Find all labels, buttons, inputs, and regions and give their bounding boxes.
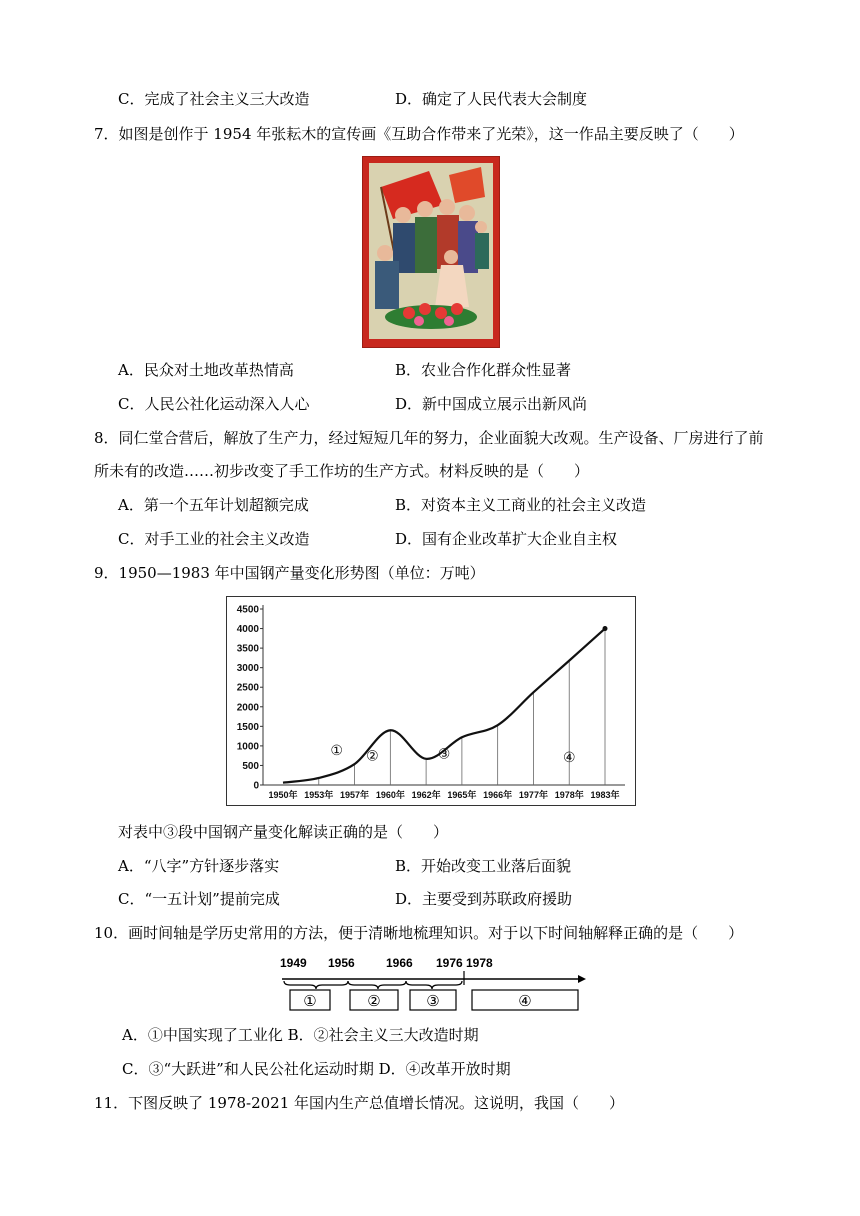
x-tick-label: 1983年 (590, 790, 620, 800)
timeline-segment-label: ④ (518, 992, 532, 1010)
y-tick-label: 3500 (236, 643, 259, 655)
timeline-year: 1978 (466, 956, 493, 970)
timeline-segment-label: ② (367, 992, 381, 1010)
q10-stem: 10．画时间轴是学历史常用的方法，便于清晰地梳理知识。对于以下时间轴解释正确的是（ ） (94, 924, 744, 942)
q9-stem: 9．1950—1983 年中国钢产量变化形势图（单位：万吨） (94, 564, 485, 582)
data-point-end (603, 626, 608, 631)
segment-label: ③ (437, 746, 451, 763)
q9-option-b: B．开始改变工业落后面貌 (395, 857, 572, 875)
x-tick-label: 1960年 (375, 790, 405, 800)
steel-output-chart (226, 596, 636, 806)
y-tick-label: 500 (242, 760, 259, 772)
q8-option-d: D．国有企业改革扩大企业自主权 (395, 530, 618, 548)
q7-option-d: D．新中国成立展示出新风尚 (395, 395, 588, 413)
q6-option-c: C．完成了社会主义三大改造 (118, 90, 310, 108)
segment-label: ① (330, 742, 343, 759)
x-tick-label: 1977年 (518, 790, 548, 800)
y-tick-label: 2000 (236, 702, 259, 714)
timeline-svg (280, 955, 586, 1015)
q8-option-c: C．对手工业的社会主义改造 (118, 530, 310, 548)
y-tick-label: 3000 (236, 663, 259, 675)
q6-option-d: D．确定了人民代表大会制度 (395, 90, 588, 108)
segment-label: ④ (563, 749, 576, 766)
x-tick-label: 1962年 (411, 790, 441, 800)
q9-option-a: A．“八字”方针逐步落实 (118, 857, 280, 875)
q7-option-a: A．民众对土地改革热情高 (118, 361, 294, 379)
x-tick-label: 1957年 (340, 790, 370, 800)
x-tick-label: 1950年 (268, 790, 298, 800)
timeline-year: 1976 (436, 956, 463, 970)
q10-options-ab: A．①中国实现了工业化 B．②社会主义三大改造时期 (122, 1026, 479, 1044)
x-tick-label: 1965年 (447, 790, 477, 800)
q10-options-cd: C．③“大跃进”和人民公社化运动时期 D．④改革开放时期 (122, 1060, 511, 1078)
steel-chart-svg (227, 597, 635, 805)
x-tick-label: 1953年 (304, 790, 334, 800)
timeline-arrow (578, 975, 586, 983)
x-tick-label: 1978年 (554, 790, 584, 800)
q8-stem-line2: 所未有的改造……初步改变了手工作坊的生产方式。材料反映的是（ ） (94, 462, 590, 480)
y-tick-label: 0 (253, 780, 259, 792)
y-tick-label: 4500 (236, 604, 259, 616)
y-tick-label: 1500 (236, 721, 259, 733)
q11-stem: 11．下图反映了 1978-2021 年国内生产总值增长情况。这说明，我国（ ） (94, 1094, 625, 1112)
timeline-year: 1956 (328, 956, 355, 970)
timeline-diagram (280, 955, 586, 1015)
q8-stem-line1: 8．同仁堂合营后，解放了生产力，经过短短几年的努力，企业面貌大改观。生产设备、厂房进行了前 (94, 429, 764, 447)
timeline-segment-label: ① (303, 992, 317, 1010)
q9-option-c: C．“一五计划”提前完成 (118, 890, 280, 908)
segment-label: ② (366, 748, 379, 765)
q8-option-b: B．对资本主义工商业的社会主义改造 (395, 496, 647, 514)
y-tick-label: 1000 (236, 741, 259, 753)
y-tick-label: 4000 (236, 624, 259, 636)
timeline-year: 1949 (280, 956, 307, 970)
timeline-year: 1966 (386, 956, 413, 970)
y-tick-label: 2500 (236, 682, 259, 694)
poster-illustration (363, 157, 499, 347)
q8-option-a: A．第一个五年计划超额完成 (118, 496, 309, 514)
q7-option-b: B．农业合作化群众性显著 (395, 361, 572, 379)
q7-option-c: C．人民公社化运动深入人心 (118, 395, 310, 413)
q9-sub-question: 对表中③段中国钢产量变化解读正确的是（ ） (118, 823, 449, 841)
x-tick-label: 1966年 (483, 790, 513, 800)
q9-option-d: D．主要受到苏联政府援助 (395, 890, 573, 908)
timeline-segment-label: ③ (426, 992, 440, 1010)
q7-stem: 7．如图是创作于 1954 年张耘木的宣传画《互助合作带来了光荣》，这一作品主要反映了（ ） (94, 125, 744, 143)
propaganda-poster-image (362, 156, 500, 348)
